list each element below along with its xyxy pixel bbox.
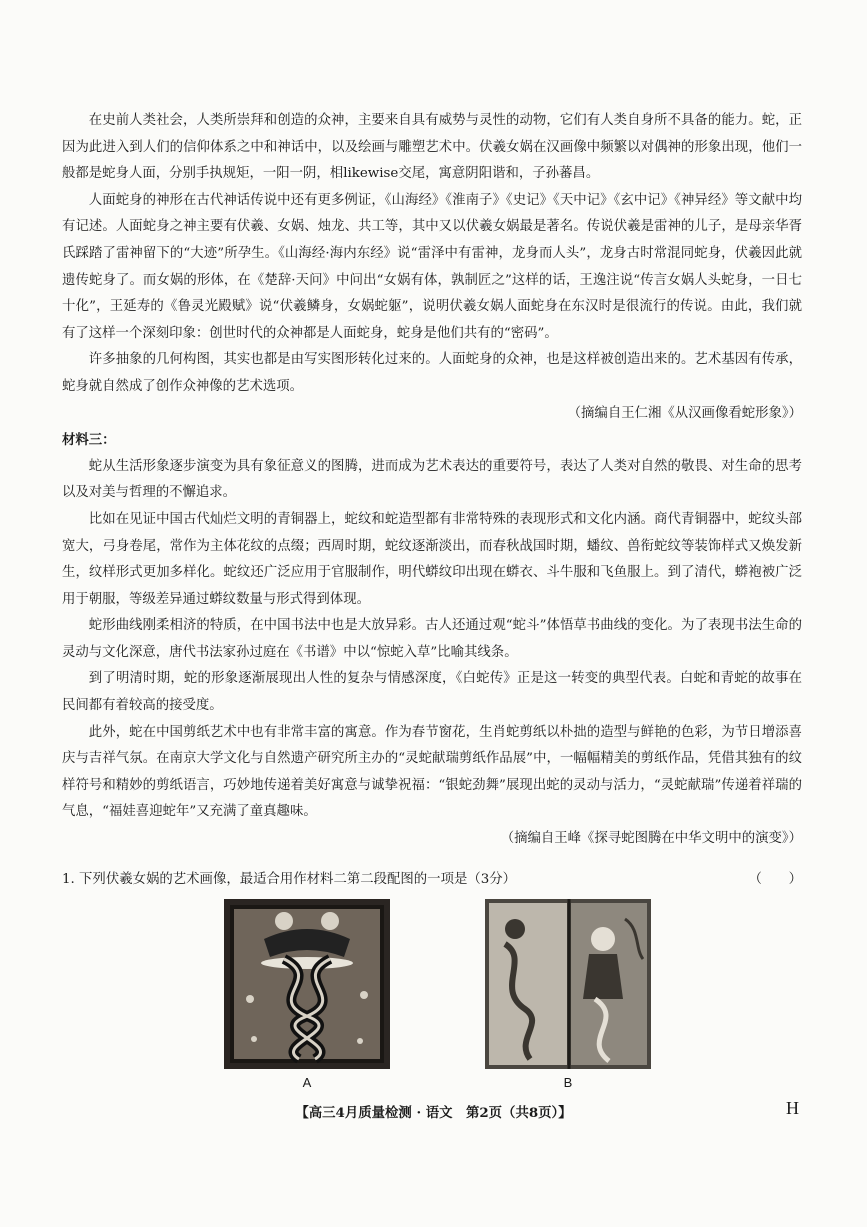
material-three-paragraph-4: 到了明清时期，蛇的形象逐渐展现出人性的复杂与情感深度，《白蛇传》正是这一转变的典型代表。白蛇和青蛇的故事在民间都有着较高的接受度。: [62, 671, 802, 714]
figure-b-label: B: [563, 1075, 573, 1090]
material-three-paragraph-1: 蛇从生活形象逐步演变为具有象征意义的图腾，进而成为艺术表达的重要符号，表达了人类对自然的敬畏、对生命的思考以及对美与哲理的不懈追求。: [62, 458, 802, 501]
material-two-source: （摘编自王仁湘《从汉画像看蛇形象》）: [567, 405, 802, 421]
question-1-text: 1. 下列伏羲女娲的艺术画像，最适合用作材料二第二段配图的一项是（3分）: [62, 872, 517, 887]
answer-blank: （ ）: [748, 872, 802, 887]
page-footer: 【高三4月质量检测 · 语文 第2页（共8页）】: [295, 1105, 572, 1121]
material-two-paragraph-2: 人面蛇身的神形在古代神话传说中还有更多例证，《山海经》《淮南子》《史记》《天中记》《玄中记》《神异经》等文献中均有记述。人面蛇身之神主要有伏羲、女娲、烛龙、共工等，其中又以伏羲女娲最是著名。传说伏羲是雷神的儿子，是母亲华胥氏踩踏了雷神留下的“大迹”所孕生。《山海经·海内东经》说“雷泽中有雷神，龙身而人头”，龙身古时常混同蛇身，伏羲因此就遗传蛇身了。而女娲的形体，在《楚辞·天问》中问出“女娲有体，孰制匠之”这样的话，王逸注说“传言女娲人头蛇身，一日七十化”，王延寿的《鲁灵光殿赋》说“伏羲鳞身，女娲蛇躯”，说明伏羲女娲人面蛇身在东汉时是很流行的传说。由此，我们就有了这样一个深刻印象：创世时代的众神都是人面蛇身，蛇身是他们共有的“密码”。: [62, 192, 802, 341]
figure-b-image: [485, 899, 651, 1069]
material-three-paragraph-5: 此外，蛇在中国剪纸艺术中也有非常丰富的寓意。作为春节窗花，生肖蛇剪纸以朴拙的造型与鲜艳的色彩，为节日增添喜庆与吉祥气氛。在南京大学文化与自然遗产研究所主办的“灵蛇献瑞剪纸作品展”中，一幅幅精美的剪纸作品，凭借其独有的纹样符号和精妙的剪纸语言，巧妙地传递着美好寓意与诚挚祝福：“银蛇劲舞”展现出蛇的灵动与活力，“灵蛇献瑞”传递着祥瑞的气息，“福娃喜迎蛇年”又充满了童真趣味。: [62, 724, 802, 820]
question-1: [62, 870, 802, 890]
material-three-paragraph-3: 蛇形曲线刚柔相济的特质，在中国书法中也是大放异彩。古人还通过观“蛇斗”体悟草书曲线的变化。为了表现书法生命的灵动与文化深意，唐代书法家孙过庭在《书谱》中以“惊蛇入草”比喻其线条。: [62, 618, 802, 660]
material-two-paragraph-1: 在史前人类社会，人类所崇拜和创造的众神，主要来自具有威势与灵性的动物，它们有人类自身所不具备的能力。蛇，正因为此进入到人们的信仰体系之中和神话中，以及绘画与雕塑艺术中。伏羲女娲在汉画像中频繁以对偶神的形象出现，他们一般都是蛇身人面，分别手执规矩，一阳一阴，相likewise交尾，寓意阴阳谐和，子孙蕃昌。: [62, 113, 802, 182]
material-three-source: （摘编自王峰《探寻蛇图腾在中华文明中的演变》）: [500, 831, 802, 847]
figure-a-image: [224, 899, 390, 1069]
material-two-paragraph-3: 许多抽象的几何构图，其实也都是由写实图形转化过来的。人面蛇身的众神，也是这样被创造出来的。艺术基因有传承，蛇身就自然成了创作众神像的艺术选项。: [62, 352, 802, 394]
material-three-heading: 材料三：: [62, 432, 116, 449]
corner-mark: H: [786, 1098, 799, 1118]
material-two-section: [62, 108, 802, 853]
figure-a-label: A: [302, 1075, 312, 1090]
material-three-paragraph-2: 比如在见证中国古代灿烂文明的青铜器上，蛇纹和蛇造型都有非常特殊的表现形式和文化内涵。商代青铜器中，蛇纹头部宽大，弓身卷尾，常作为主体花纹的点缀；西周时期，蛇纹逐渐淡出，而春秋战国时期，蟠纹、兽衔蛇纹等装饰样式又焕发新生，纹样形式更加多样化。蛇纹还广泛应用于官服制作，明代蟒纹印出现在蟒衣、斗牛服和飞鱼服上。到了清代，蟒袍被广泛用于朝服，等级差异通过蟒纹数量与形式得到体现。: [62, 511, 802, 607]
